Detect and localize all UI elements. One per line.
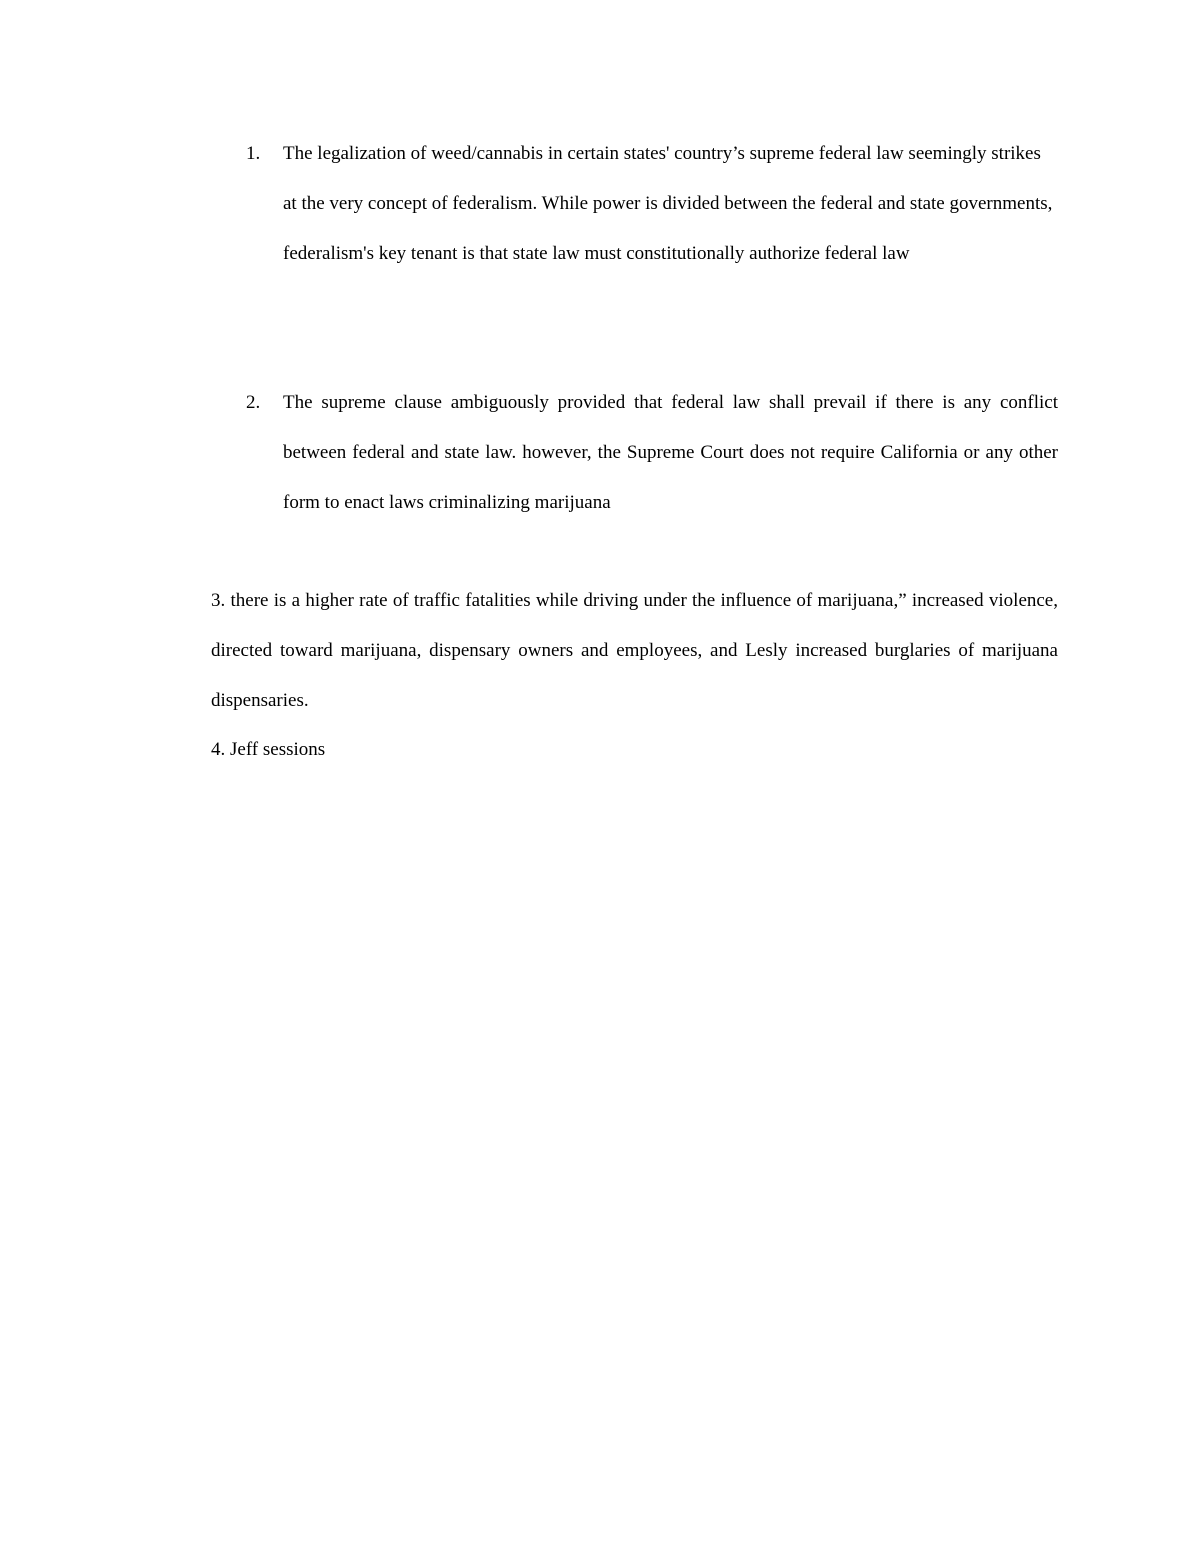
paragraph-3: 3. there is a higher rate of traffic fatalities while driving under the influence of marijuana,” increased violence, directed toward marijuana, dispensary owners and employees, and Lesly increased burglaries of marijuana dispensaries. (211, 590, 1058, 711)
list-item-text: The supreme clause ambiguously provided that federal law shall prevail if there is any conflict between federal and state law. however, the Supreme Court does not require California or any other form to enact laws criminalizing marijuana (283, 392, 1058, 513)
list-item-text: The legalization of weed/cannabis in certain states' country’s supreme federal law seemingly strikes at the very concept of federalism. While power is divided between the federal and state governments, federalism's key tenant is that state law must constitutionally authorize federal law (283, 143, 1053, 264)
paragraph-4: 4. Jeff sessions (211, 739, 326, 760)
list-number: 1. (246, 143, 261, 164)
list-number: 2. (246, 392, 261, 413)
list-item-1 (210, 129, 1058, 279)
list-item-2 (210, 378, 1058, 528)
